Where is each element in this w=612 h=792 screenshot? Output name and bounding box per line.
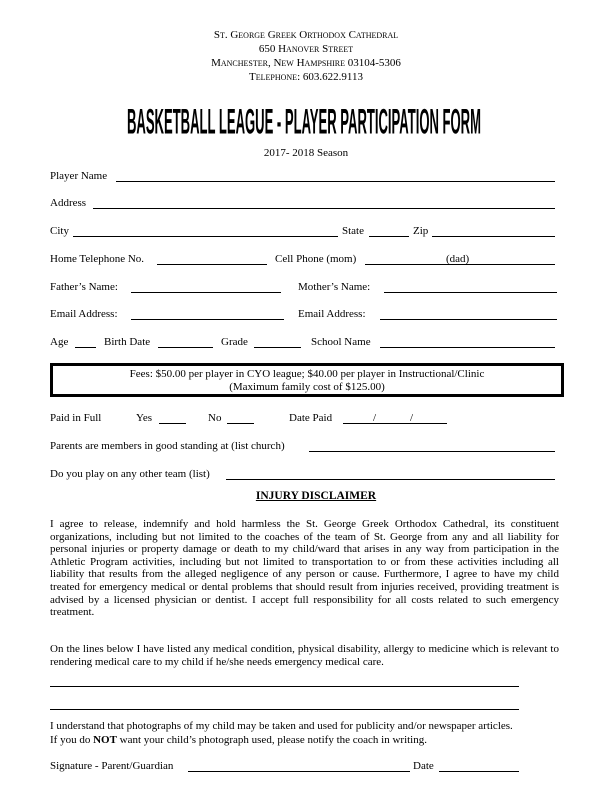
home-phone-line[interactable] xyxy=(157,264,267,265)
disclaimer-paragraph-1: I agree to release, indemnify and hold harmless the St. George Greek Orthodox Cathedral, its constituent organizations, including but not limited to the coaches of the team of St. George from any and all liability for personal injuries or property damage or death to my child/ward that arises in any way from participation in the Athletic Program activities, including but not limited to transportation to or from these activities including all liability that results from the alleged negligence of any person or cause. Furthermore, I agree to have my child treated for emergency medical or dental problems that should result from injuries received, providing treatment is advised by a licensed physician or dentist. I accept full responsibility for all costs related to such emergency treatment. xyxy=(50,518,559,619)
age-label: Age xyxy=(50,336,69,348)
email-line-1[interactable] xyxy=(131,319,284,320)
player-name-label: Player Name xyxy=(50,170,108,182)
org-name: St. George Greek Orthodox Cathedral xyxy=(213,29,399,41)
fees-line-2: (Maximum family cost of $125.00) xyxy=(229,381,385,393)
email-label-1: Email Address: xyxy=(50,308,118,320)
fees-line-1: Fees: $50.00 per player in CYO league; $40.00 per player in Instructional/Clinic xyxy=(129,368,485,380)
parents-church-label: Parents are members in good standing at (list church) xyxy=(50,440,285,452)
paid-in-full-label: Paid in Full xyxy=(50,412,102,424)
age-line[interactable] xyxy=(75,347,96,348)
school-name-line[interactable] xyxy=(380,347,555,348)
signature-label: Signature - Parent/Guardian xyxy=(50,760,174,772)
email-label-2: Email Address: xyxy=(298,308,366,320)
zip-label: Zip xyxy=(413,225,429,237)
birth-date-line[interactable] xyxy=(158,347,213,348)
father-name-label: Father’s Name: xyxy=(50,281,118,293)
yes-line[interactable] xyxy=(159,423,186,424)
zip-line[interactable] xyxy=(432,236,555,237)
photo-consent-post: want your child’s photograph used, please notify the coach in writing. xyxy=(116,734,427,746)
address-line[interactable] xyxy=(93,208,555,209)
grade-line[interactable] xyxy=(254,347,301,348)
father-name-line[interactable] xyxy=(131,292,281,293)
disclaimer-paragraph-2: On the lines below I have listed any medical condition, physical disability, allergy to medicine which is relevant to rendering medical care to my child if he/she needs emergency medical care. xyxy=(50,643,559,668)
mother-name-label: Mother’s Name: xyxy=(298,281,371,293)
mother-name-line[interactable] xyxy=(384,292,557,293)
form-title-text: BASKETBALL LEAGUE - PLAYER PARTICIPATION FORM xyxy=(126,102,481,143)
other-team-label: Do you play on any other team (list) xyxy=(50,468,210,480)
city-line[interactable] xyxy=(73,236,338,237)
no-line[interactable] xyxy=(227,423,254,424)
other-team-line[interactable] xyxy=(226,479,555,480)
birth-date-label: Birth Date xyxy=(104,336,151,348)
photo-consent-pre: If you do xyxy=(50,734,94,746)
injury-disclaimer-title: INJURY DISCLAIMER xyxy=(255,490,377,502)
date-label: Date xyxy=(413,760,434,772)
org-city: Manchester, New Hampshire 03104-5306 xyxy=(211,57,401,69)
date-slash-2: / xyxy=(410,412,414,424)
form-title xyxy=(125,98,483,148)
date-paid-label: Date Paid xyxy=(289,412,333,424)
state-line[interactable] xyxy=(369,236,409,237)
photo-consent-line-1: I understand that photographs of my child may be taken and used for publicity and/or newspaper articles. xyxy=(50,720,513,732)
org-phone: Telephone: 603.622.9113 xyxy=(249,71,363,83)
photo-consent-not: NOT xyxy=(93,734,117,746)
medical-line-1[interactable] xyxy=(50,686,519,687)
email-line-2[interactable] xyxy=(380,319,557,320)
address-label: Address xyxy=(50,197,87,209)
season: 2017- 2018 Season xyxy=(263,147,349,159)
dad-label: (dad) xyxy=(446,253,470,265)
grade-label: Grade xyxy=(221,336,248,348)
signature-date-line[interactable] xyxy=(439,771,519,772)
date-paid-line[interactable] xyxy=(343,423,447,424)
fees-box xyxy=(50,363,564,397)
org-street: 650 Hanover Street xyxy=(258,43,354,55)
state-label: State xyxy=(342,225,364,237)
parents-church-line[interactable] xyxy=(309,451,555,452)
city-label: City xyxy=(50,225,69,237)
school-name-label: School Name xyxy=(311,336,371,348)
date-slash-1: / xyxy=(373,412,377,424)
player-name-line[interactable] xyxy=(116,181,555,182)
yes-label: Yes xyxy=(136,412,153,424)
medical-line-2[interactable] xyxy=(50,709,519,710)
no-label: No xyxy=(208,412,222,424)
home-phone-label: Home Telephone No. xyxy=(50,253,145,265)
cell-phone-label: Cell Phone (mom) xyxy=(275,253,357,265)
photo-consent-line-2 xyxy=(50,734,559,747)
signature-line[interactable] xyxy=(188,771,410,772)
